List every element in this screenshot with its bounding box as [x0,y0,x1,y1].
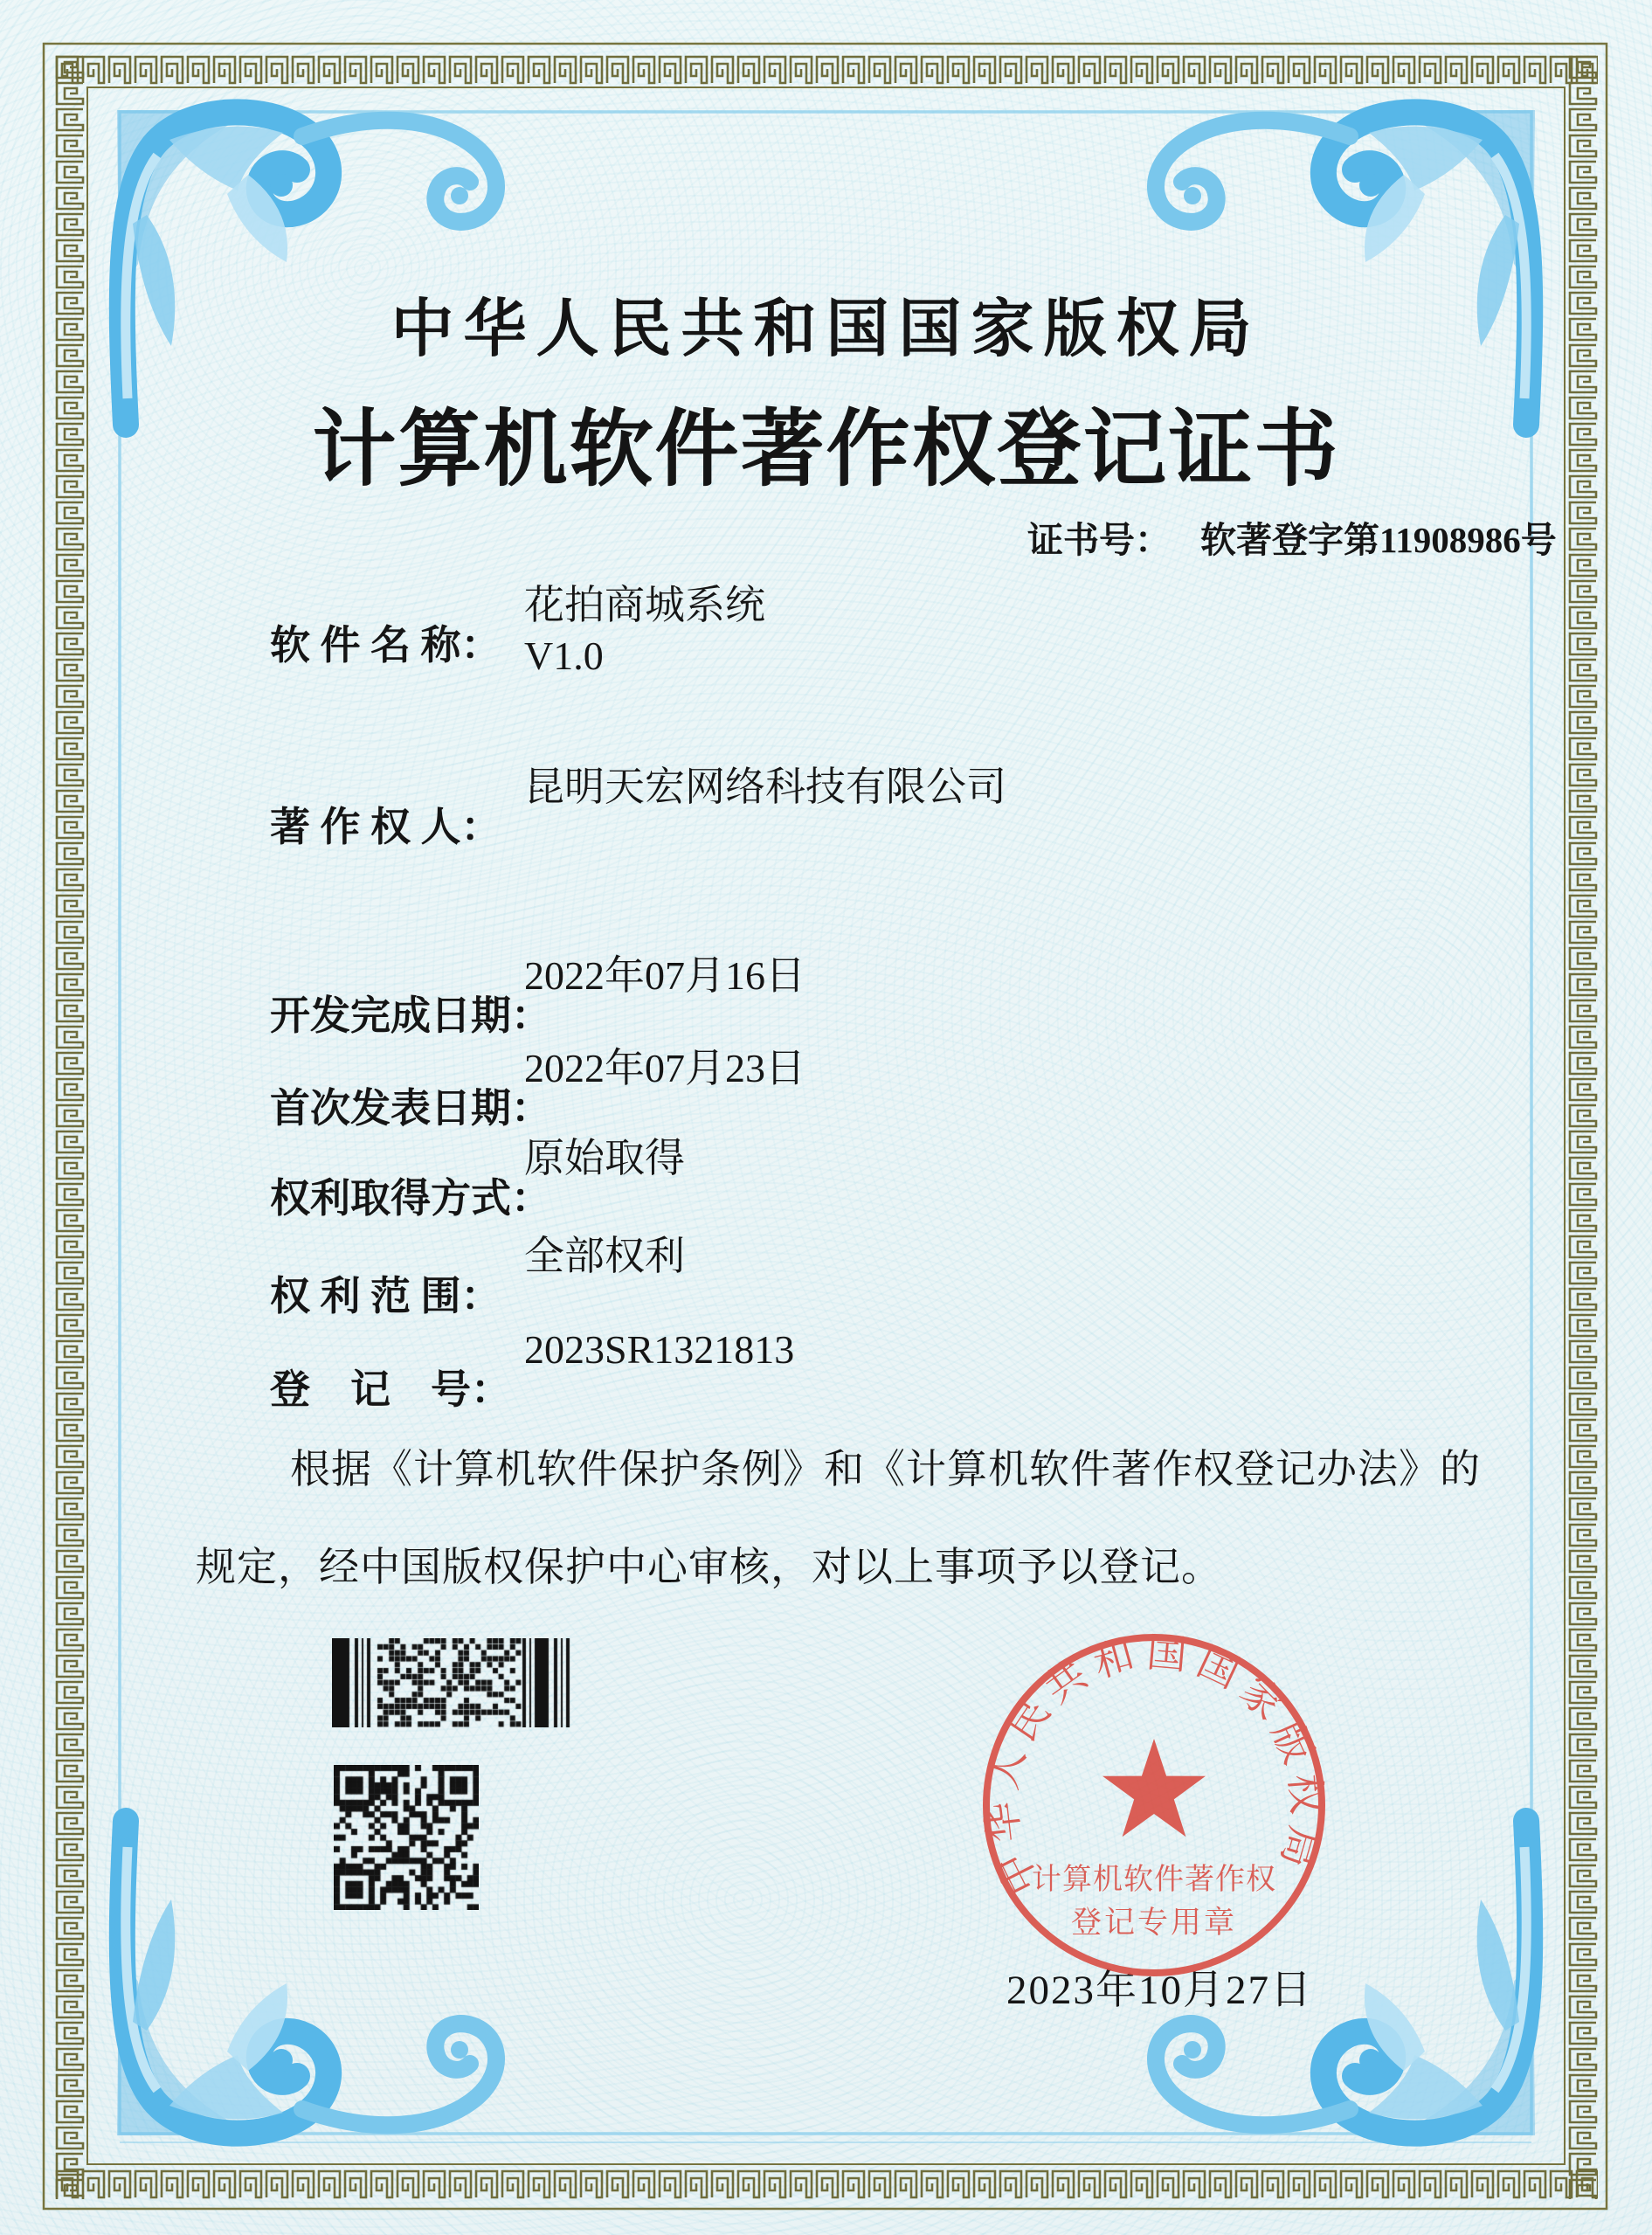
body-text-line2: 规定，经中国版权保护中心审核，对以上事项予以登记。 [196,1545,1222,1589]
field-copyright-owner [210,765,1006,928]
field-value: 2022年07月16日 [524,953,805,998]
certificate-number-value: 软著登字第11908986号 [1200,520,1557,560]
seal-text-line2: 登记专用章 [1070,1906,1238,1940]
field-label: 著 作 权 人： [270,805,501,849]
certificate-title: 计算机软件著作权登记证书 [312,403,1340,496]
seal-text-line1: 计算机软件著作权 [1032,1864,1276,1896]
body-text-line1: 根据《计算机软件保护条例》和《计算机软件著作权登记办法》的 [290,1447,1481,1491]
official-seal [979,1630,1329,1980]
field-value: 原始取得 [524,1136,685,1180]
certificate-number-label: 证书号： [1027,520,1171,560]
field-label: 软 件 名 称： [270,623,501,668]
field-label: 权 利 范 围： [270,1274,501,1318]
qr-code [334,1765,479,1910]
field-label: 登 记 号： [270,1367,511,1412]
field-value: 2023SR1321813 [524,1327,795,1372]
seal-ring-text: 中华人民共和国国家版权局 [979,1630,1329,1901]
issue-date: 2023年10月27日 [1006,1968,1313,2013]
field-value: 花拍商城系统 [524,583,765,627]
field-software-version: V1.0 [524,633,604,678]
field-label: 首次发表日期： [270,1086,551,1131]
seal-star-icon [1102,1739,1206,1837]
issuer-title: 中华人民共和国国家版权局 [391,294,1261,364]
field-value: 2022年07月23日 [524,1046,805,1090]
field-label: 开发完成日期： [270,993,551,1038]
field-value: 全部权利 [524,1234,685,1278]
barcode [332,1638,570,1727]
certificate-number-line [1027,511,1557,563]
field-value: 昆明天宏网络科技有限公司 [524,765,1006,809]
field-label: 权利取得方式： [270,1176,551,1221]
